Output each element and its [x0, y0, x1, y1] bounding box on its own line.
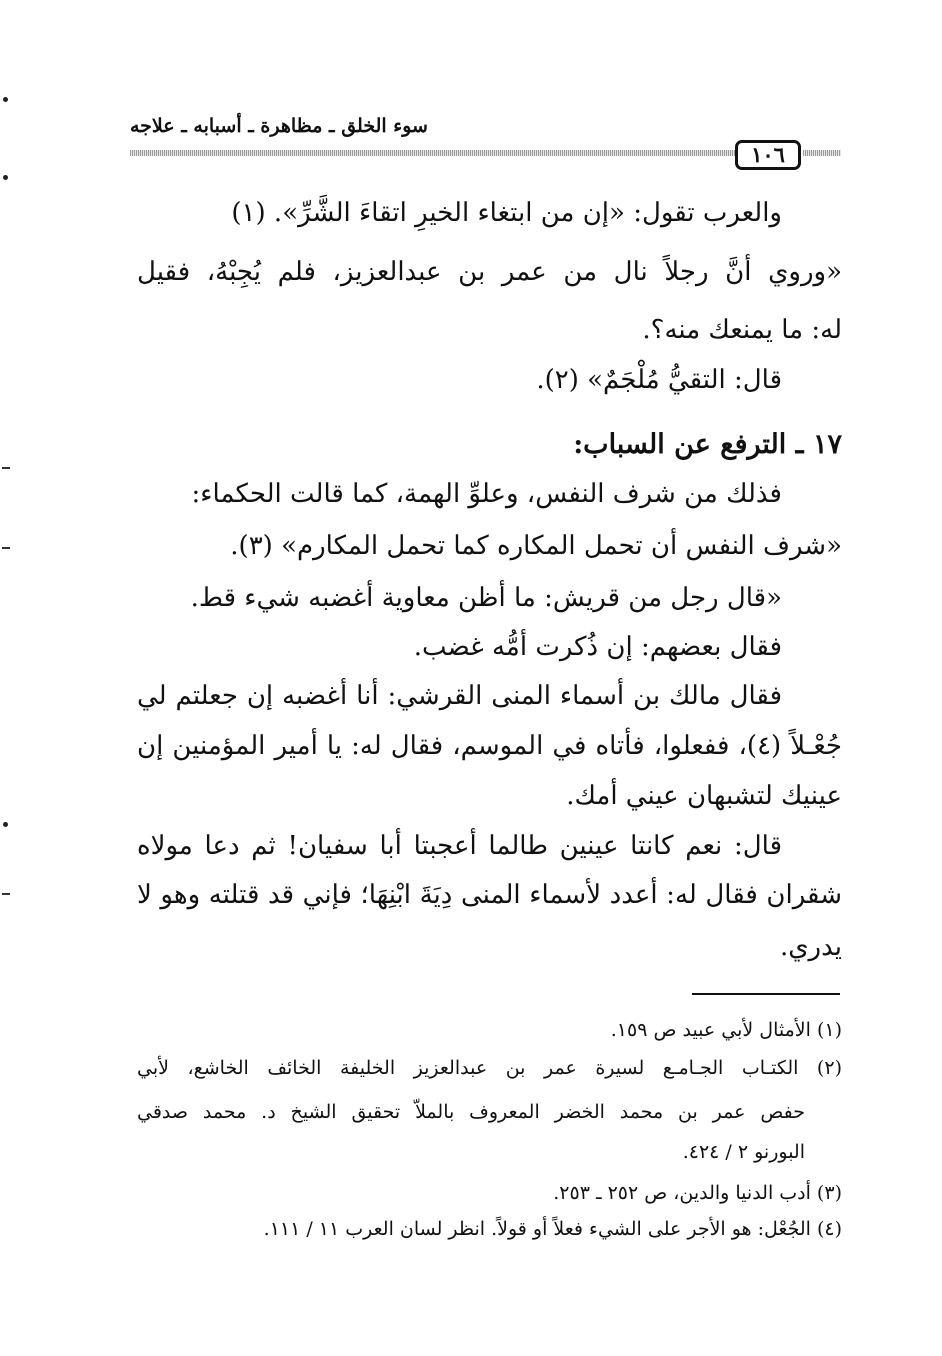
body-line: فذلك من شرف النفس، وعلوِّ الهمة، كما قالت الحكماء:: [191, 479, 782, 509]
body-line: له: ما يمنعك منه؟.: [642, 315, 842, 345]
scan-mark: [2, 467, 10, 469]
page-number-box: ١٠٦: [735, 140, 801, 170]
scan-mark: [2, 547, 10, 549]
scan-dot: [3, 175, 8, 180]
footnote: (٣) أدب الدنيا والدين، ص ٢٥٢ ـ ٢٥٣.: [553, 1182, 842, 1204]
section-heading: ١٧ ـ الترفع عن السباب:: [573, 429, 842, 460]
body-line: شقران فقال له: أعدد لأسماء المنى دِيَةَ ابْنِهَا؛ فإني قد قتلته وهو لا: [137, 880, 842, 910]
body-line: عينيك لتشبهان عيني أمك.: [566, 781, 842, 811]
scan-mark: [2, 893, 10, 895]
body-line: «شرف النفس أن تحمل المكاره كما تحمل المكارم» (٣).: [230, 531, 842, 561]
body-line: والعرب تقول: «إن من ابتغاء الخيرِ اتقاءَ الشَّرِّ». (١): [231, 198, 782, 228]
running-header-title: سوء الخلق ـ مظاهرة ـ أسبابه ـ علاجه: [130, 115, 428, 137]
header-rule: [130, 150, 735, 156]
body-line: «وروي أنَّ رجلاً نال من عمر بن عبدالعزيز، فلم يُجِبْهُ، فقيل: [137, 257, 842, 287]
footnote: (٢) الكتـاب الجـامـع لسيرة عمر بن عبدالعزيز الخليفة الخائف الخاشع، لأبي: [137, 1057, 842, 1079]
body-line: «قال رجل من قريش: ما أظن معاوية أغضبه شيء قط.: [190, 583, 782, 613]
body-line: فقال بعضهم: إن ذُكرت أمُّه غضب.: [413, 632, 782, 662]
body-line: قال: نعم كانتا عينين طالما أعجبتا أبا سفيان! ثم دعا مولاه: [137, 831, 782, 861]
footnote-separator: [692, 993, 840, 995]
body-line: يدري.: [779, 932, 842, 962]
scan-dot: [3, 822, 8, 827]
footnote: (١) الأمثال لأبي عبيد ص ١٥٩.: [610, 1019, 842, 1041]
header-rule-right: [803, 150, 841, 156]
footnote-continuation: البورنو ٢ / ٤٢٤.: [682, 1141, 805, 1163]
scan-dot: [3, 97, 8, 102]
body-line: فقال مالك بن أسماء المنى القرشي: أنا أغضبه إن جعلتم لي: [137, 681, 782, 711]
footnote: (٤) الجُعْل: هو الأجر على الشيء فعلاً أو قولاً. انظر لسان العرب ١١ / ١١١.: [263, 1218, 842, 1240]
body-line: قال: التقيُّ مُلْجَمٌ» (٢).: [536, 365, 782, 395]
footnote-continuation: حفص عمر بن محمد الخضر المعروف بالملاّ تحقيق الشيخ د. محمد صدقي: [137, 1101, 805, 1123]
body-line: جُعْـلاً (٤)، ففعلوا، فأتاه في الموسم، فقال له: يا أمير المؤمنين إن: [137, 731, 842, 761]
